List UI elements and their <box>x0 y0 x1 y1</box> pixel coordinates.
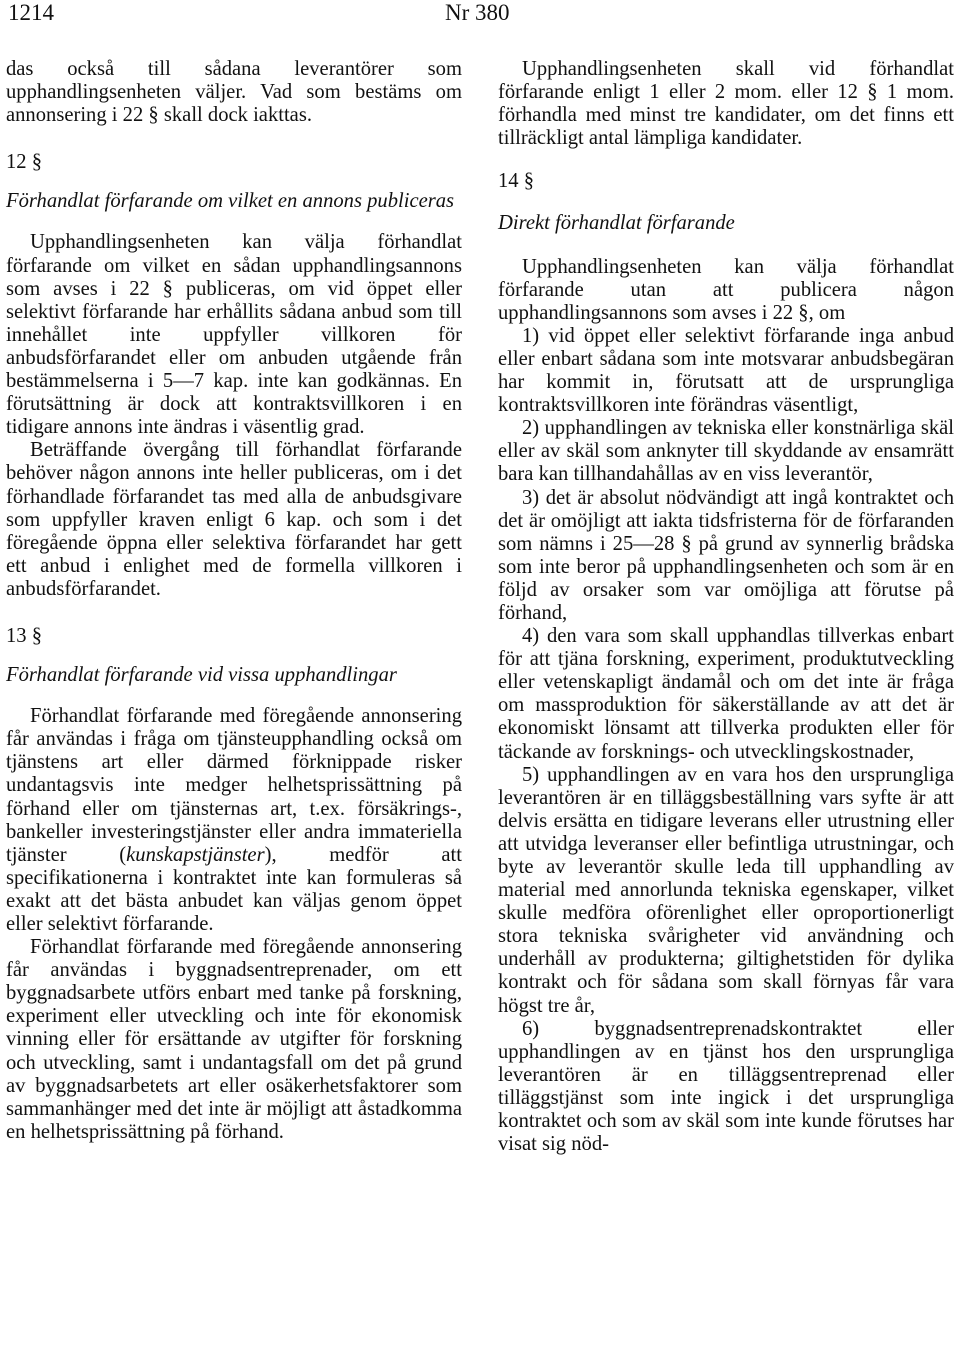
section-13-number: 13 § <box>6 624 43 647</box>
section-14-number: 14 § <box>498 170 535 193</box>
section-13-paragraph-1-emphasis: kunskapstjänster <box>126 843 265 866</box>
section-14-item-1: 1) vid öppet eller selektivt förfarande inga anbud eller enbart sådana som inte motsvarar anbudsbegäran har kommit in, förutsatt att de ursprungliga kontraktsvillkoren inte förändras väsentligt, <box>498 324 954 417</box>
page-number: 1214 <box>8 0 54 25</box>
section-13-paragraph-2: Förhandlat förfarande med föregående annonsering får användas i byggnadsentreprenader, om ett byggnadsarbete utförs enbart med tanke på forskning, experiment eller utveckling och inte för ekonomisk vinning eller för ersättande av utgifter för forskning och utveckling, samt i undantagsfall om det på grund av byggnadsarbetets art eller osäkerhetsfaktorer som sammanhänger med det inte är möjligt att åstadkomma en helhetsprissättning på förhand. <box>6 936 462 1143</box>
section-13-paragraph-1 <box>6 705 462 936</box>
section-12-title: Förhandlat förfarande om vilket en annons publiceras <box>6 190 455 213</box>
section-14-item-4: 4) den vara som skall upphandlas tillverkas enbart för att tjäna forskning, experiment, produktutveckling eller vetenskapligt ändamål och om det inte är fråga om massproduktion för säkerställande av att det är ekonomiskt lönsamt att tillverka produkten eller för täckande av forsknings- och utvecklingskostnader, <box>498 625 954 763</box>
section-13-paragraph-1-text-a: Förhandlat förfarande med föregående annonsering får användas i fråga om tjänsteupphandling också om tjänstens art eller därmed förknippade risker undantagsvis inte medger helhetsprissättning på förhand eller om tjänsternas art, t.ex. försäkrings-, bankeller investeringstjänster eller andra immateriella tjänster ( <box>6 705 462 866</box>
section-14-item-3: 3) det är absolut nödvändigt att ingå kontraktet och det är omöjligt att iakta tidsfristerna för de förfaranden som nämns i 25—28 § på grund av synnerlig brådska som inte beror på upphandlingsenheten och som är en följd av orsaker som var omöjliga att förutse på förhand, <box>498 486 954 624</box>
continued-paragraph: Upphandlingsenheten skall vid förhandlat förfarande enligt 1 eller 2 mom. eller 12 § 1 mom. förhandla med minst tre kandidater, om det finns ett tillräckligt antal lämpliga kandidater. <box>498 58 954 150</box>
intro-paragraph: das också till sådana leverantörer som upphandlingsenheten väljer. Vad som bestäms om annonsering i 22 § skall dock iakttas. <box>6 58 462 127</box>
section-14-intro: Upphandlingsenheten kan välja förhandlat förfarande utan att publicera någon upphandlingsannons som avses i 22 §, om <box>498 255 954 324</box>
section-14-item-5: 5) upphandlingen av en vara hos den ursprungliga leverantören är en tilläggsbeställning vars syfte är att delvis ersätta en tidigare leverans eller utrustning eller att utvidga leveranser eller befintliga utrustningar, och byte av leverantör skulle leda till upphandling av material med annorlunda tekniska egenskaper, vilket skulle medföra oförenlighet eller oproportionerligt stora tekniska svårigheter vid användning och underhåll av produkterna; giltighetstiden för dylika kontrakt och för sådana som skall förnyas får vara högst tre år, <box>498 763 954 1017</box>
section-13-title: Förhandlat förfarande vid vissa upphandlingar <box>6 664 397 687</box>
left-column <box>6 58 462 1144</box>
section-14-item-6: 6) byggnadsentreprenadskontraktet eller upphandlingen av en tjänst hos den ursprungliga leverantören är en tilläggsentreprenad eller tilläggstjänst som inte ingick i det ursprungliga kontraktet och som av skäl som inte kunde förutses har visat sig nöd- <box>498 1017 954 1156</box>
section-14-item-2: 2) upphandlingen av tekniska eller konstnärliga skäl eller av skäl som anknyter till skyddande av ensamrätt bara kan tillhandahållas av en viss leverantör, <box>498 417 954 486</box>
section-12-number: 12 § <box>6 151 43 174</box>
section-13-paragraph-1-text-b: ), medför att specifikationerna i kontraktet inte kan formuleras så exakt att det bästa anbudet kan väljas genom öppet eller selektivt förfarande. <box>6 843 463 935</box>
section-12-paragraph-2: Beträffande övergång till förhandlat förfarande behöver någon annons inte heller publiceras, om i det förhandlade förfarandet tas med alla de anbudsgivare som uppfyller kraven enligt 6 kap. och som i det föregående öppna eller selektiva förfarandet har gett ett anbud i enlighet med de formella villkoren i anbudsförfarandet. <box>6 439 462 600</box>
right-column <box>498 58 954 1156</box>
section-14-title: Direkt förhandlat förfarande <box>498 212 735 235</box>
section-12-paragraph-1: Upphandlingsenheten kan välja förhandlat förfarande om vilket en sådan upphandlingsannons som avses i 22 § publiceras, om vid öppet eller selektivt förfarande har erhållits sådana anbud som till innehållet inte uppfyller villkoren för anbudsförfarandet eller om anbuden utgående från bestämmelserna i 5—7 kap. inte kan godkännas. En förutsättning är dock att kontraktsvillkoren i en tidigare annons inte ändras i väsentlig grad. <box>6 231 462 439</box>
issue-number: Nr 380 <box>445 0 510 25</box>
